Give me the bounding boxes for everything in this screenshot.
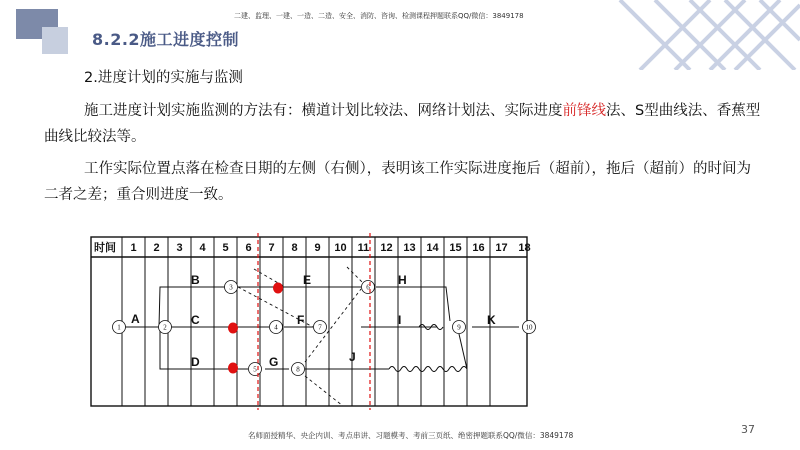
time-column-label: 9 — [314, 242, 321, 254]
activity-j-label: J — [349, 350, 356, 364]
decorative-lines — [580, 0, 800, 70]
paragraph-explanation-text: 工作实际位置点落在检查日期的左侧（右侧），表明该工作实际进度拖后（超前），拖后（超前）的时间为二者之差；重合则进度一致。 — [44, 161, 751, 203]
activity-h-label: H — [398, 273, 407, 287]
node-5-label: 5 — [253, 365, 257, 374]
paragraph-methods-text-a: 施工进度计划实施监测的方法有：横道计划比较法、网络计划法、实际进度 — [84, 103, 563, 119]
activity-i-label: I — [398, 313, 402, 327]
activity-b-label: B — [191, 273, 200, 287]
activity-k-label: K — [487, 313, 496, 327]
time-column-label: 8 — [291, 242, 298, 254]
node-7-label: 7 — [318, 323, 322, 332]
time-column-label: 7 — [268, 242, 275, 254]
time-column-label: 13 — [403, 242, 416, 254]
time-column-label: 4 — [199, 242, 206, 254]
top-contact-note: 二建、监理、一建、一造、二造、安全、消防、咨询、检测课程押题联系QQ/微信：3849178 — [234, 12, 524, 20]
time-scaled-network-diagram — [89, 233, 537, 410]
frontline-point-e — [273, 283, 283, 294]
paragraph-methods — [44, 98, 764, 150]
node-4-label: 4 — [274, 323, 278, 332]
activity-a-label: A — [131, 312, 140, 326]
activity-c-label: C — [191, 313, 200, 327]
node-1-label: 1 — [117, 323, 121, 332]
activity-e-label: E — [303, 273, 312, 287]
node-8-label: 8 — [296, 365, 300, 374]
node-6-label: 6 — [366, 283, 370, 292]
time-header-label: 时间 — [94, 242, 116, 254]
time-column-label: 1 — [130, 242, 137, 254]
time-column-label: 14 — [426, 242, 439, 254]
time-column-label: 11 — [357, 242, 370, 254]
time-column-label: 15 — [449, 242, 462, 254]
frontline-point-d — [228, 363, 238, 374]
time-column-label: 10 — [334, 242, 347, 254]
page-number: 37 — [741, 423, 755, 436]
paragraph-methods-text-b: 法、S型曲线法、香蕉型曲线比较法等。 — [44, 103, 761, 145]
title-decoration-square-light — [42, 27, 68, 54]
bottom-contact-note: 名师面授精华、央企内训、考点串讲、习题模考、考前三页纸、绝密押题联系QQ/微信：3849178 — [248, 431, 574, 440]
node-10-label: 10 — [525, 323, 533, 332]
time-column-label: 16 — [472, 242, 485, 254]
node-3-label: 3 — [229, 283, 233, 292]
activity-f-label: F — [297, 313, 305, 327]
node-2-label: 2 — [163, 323, 167, 332]
section-title: 8.2.2施工进度控制 — [92, 30, 240, 49]
time-column-label: 3 — [176, 242, 183, 254]
frontline-point-c — [228, 323, 238, 334]
paragraph-explanation — [44, 156, 764, 208]
time-column-label: 2 — [153, 242, 160, 254]
activity-d-label: D — [191, 355, 200, 369]
node-9-label: 9 — [457, 323, 461, 332]
subheading: 2.进度计划的实施与监测 — [84, 70, 243, 86]
time-column-label: 12 — [380, 242, 393, 254]
time-column-label: 5 — [222, 242, 229, 254]
time-column-label: 6 — [245, 242, 252, 254]
time-column-label: 18 — [518, 242, 531, 254]
time-column-label: 17 — [495, 242, 508, 254]
activity-g-label: G — [269, 355, 279, 369]
frontline-highlight: 前锋线 — [562, 103, 606, 119]
